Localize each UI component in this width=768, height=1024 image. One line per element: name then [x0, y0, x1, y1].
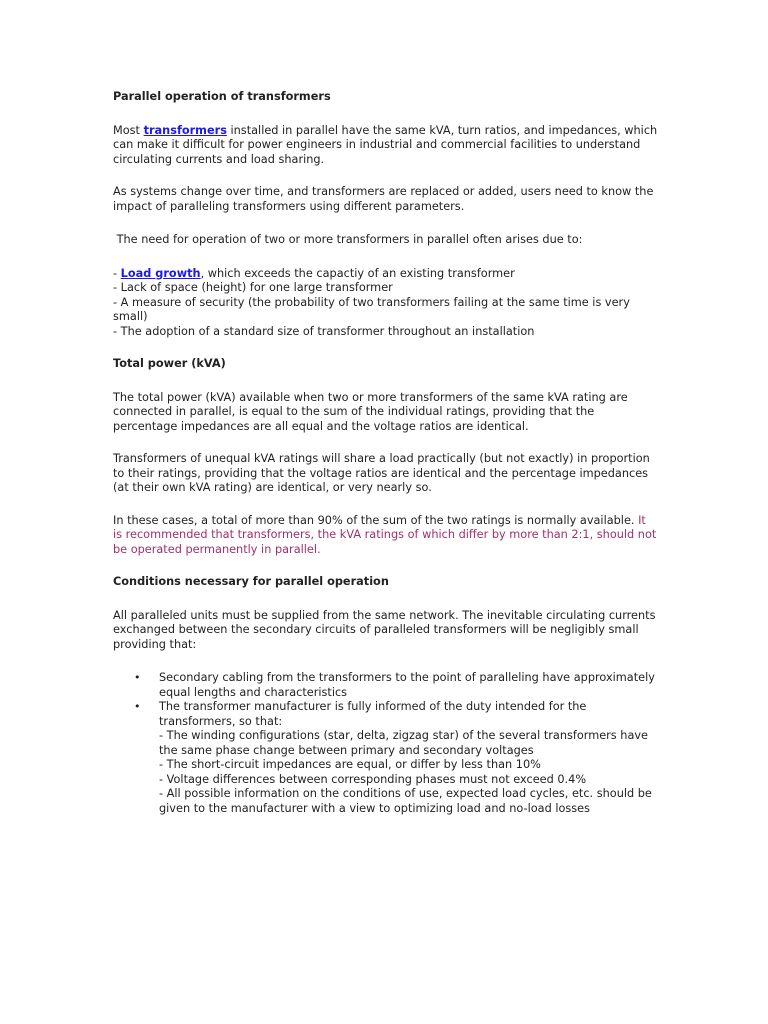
bullet-manufacturer-informed: [113, 700, 658, 816]
load-growth-link[interactable]: Load growth: [120, 266, 201, 280]
sub-item-short-circuit-impedances: - The short-circuit impedances are equal, or differ by less than 10%: [159, 758, 541, 771]
reasons-list: [113, 267, 658, 340]
intro-text-before: Most: [113, 123, 144, 137]
bullet-manufacturer-intro: The transformer manufacturer is fully informed of the duty intended for the transformers, so that:: [159, 700, 587, 728]
document-page: [113, 90, 658, 816]
need-paragraph: The need for operation of two or more transformers in parallel often arises due to:: [113, 233, 583, 246]
bullet-dot: •: [134, 700, 141, 713]
bullet-secondary-cabling: [113, 671, 658, 700]
recommendation-normal-text: In these cases, a total of more than 90% of the sum of the two ratings is normally available.: [113, 513, 639, 527]
reason-prefix: -: [113, 266, 121, 280]
systems-change-paragraph: As systems change over time, and transformers are replaced or added, users need to know the impact of paralleling transformers using different parameters.: [113, 185, 654, 213]
reason-security: - A measure of security (the probability of two transformers failing at the same time is very small): [113, 295, 630, 323]
reason-load-growth-text: , which exceeds the capactiy of an existing transformer: [200, 266, 515, 280]
intro-paragraph: [113, 124, 658, 168]
recommendation-paragraph: [113, 514, 658, 558]
bullet-dot: •: [134, 671, 141, 684]
recommendation-highlight-text: It is recommended that transformers, the kVA ratings of which differ by more than 2:1, should not be operated permanently in parallel.: [113, 513, 657, 556]
sub-item-voltage-differences: - Voltage differences between corresponding phases must not exceed 0.4%: [159, 772, 587, 786]
section-title-conditions: Conditions necessary for parallel operation: [113, 575, 389, 588]
reason-lack-of-space: - Lack of space (height) for one large transformer: [113, 281, 393, 294]
section-title-total-power: Total power (kVA): [113, 357, 226, 370]
sub-item-winding-configurations: - The winding configurations (star, delta, zigzag star) of the several transformers have the same phase change between primary and secondary voltages: [159, 729, 648, 757]
conditions-bullet-list: [113, 671, 658, 816]
conditions-paragraph: All paralleled units must be supplied from the same network. The inevitable circulating currents exchanged between the secondary circuits of paralleled transformers will be negligibly small providing that:: [113, 608, 656, 651]
section-title-parallel-operation: Parallel operation of transformers: [113, 90, 331, 103]
reason-standard-size: - The adoption of a standard size of transformer throughout an installation: [113, 324, 535, 338]
reason-load-growth: [113, 267, 658, 282]
transformers-link[interactable]: transformers: [143, 123, 227, 137]
intro-text-after: installed in parallel have the same kVA, turn ratios, and impedances, which can make it difficult for power engineers in industrial and commercial facilities to understand circulating currents and load sharing.: [113, 123, 658, 166]
sub-item-conditions-of-use: - All possible information on the conditions of use, expected load cycles, etc. should be given to the manufacturer with a view to optimizing load and no-load losses: [159, 787, 652, 815]
unequal-ratings-paragraph: Transformers of unequal kVA ratings will share a load practically (but not exactly) in proportion to their ratings, providing that the voltage ratios are identical and the percentage impedances (at their own kVA rating) are identical, or very nearly so.: [113, 452, 650, 494]
bullet-secondary-cabling-text: Secondary cabling from the transformers to the point of paralleling have approximately equal lengths and characteristics: [159, 671, 655, 699]
total-power-paragraph: The total power (kVA) available when two or more transformers of the same kVA rating are connected in parallel, is equal to the sum of the individual ratings, providing that the percentage impedances are all equal and the voltage ratios are identical.: [113, 390, 628, 433]
